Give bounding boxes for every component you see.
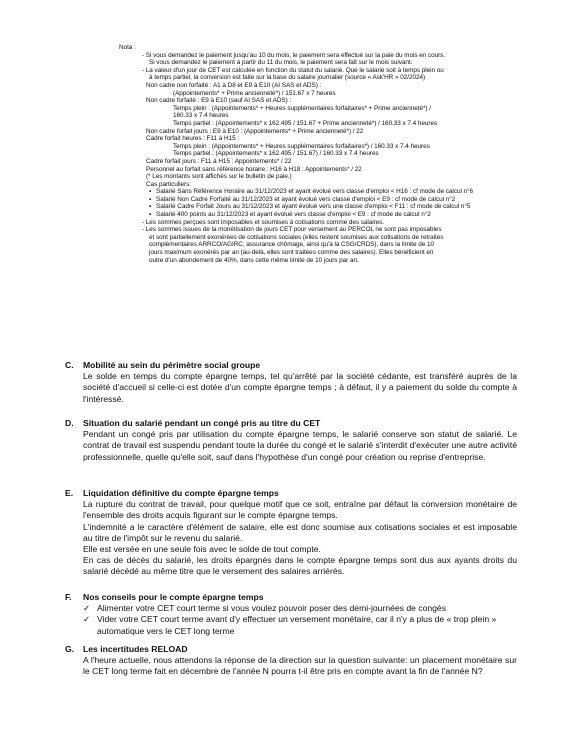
note-bullet-text: Salarié Sans Référence Horaire au 31/12/2023 et ayant évolué vers classe d'emploi < H16 : cf mode de calcul n°6 [156, 188, 474, 196]
note-line: Temps plein : (Appointements* + Heures supplémentaires forfaitaires* + Prime ancienneté*) / [173, 104, 431, 112]
section-d-heading [65, 418, 517, 429]
note-bullet-list [118, 188, 528, 218]
section-d-body: Pendant un congé pris par utilisation du compte épargne temps, le salarié conserve son statut de salarié. Le contrat de travail est suspendu pendant toute la durée du congé et le salarié s'interdit d'exécuter une autre activité professionnelle, quelle qu'elle soit, sauf dans l'hypothèse d'un congé pour création ou reprise d'entreprise. [83, 429, 517, 462]
section-e [65, 488, 517, 578]
note-line: jours maximum exonérés par an (au-delà, elles sont traitées comme des salaires). Elles bénéficient en [149, 249, 434, 257]
note-line: Non cadre non forfaité : A1 à D8 et E9 à E10 (AI SAS et ADS) : [146, 81, 322, 89]
paragraph: La rupture du contrat de travail, pour quelque motif que ce soit, entraîne par défaut la conversion monétaire de l'ensemble des droits acquis figurant sur le compte épargne temps. [83, 499, 517, 521]
note-bullet-item [149, 188, 528, 196]
section-g [65, 644, 517, 678]
paragraph: En cas de décès du salarié, les droits épargnés dans le compte épargne temps sont dus aux ayants droits du salarié décédé au même titre que le versement des salaires arriérés. [83, 555, 517, 577]
advice-item [83, 603, 517, 614]
section-letter: G. [65, 644, 75, 654]
section-letter: F. [65, 592, 72, 602]
section-e-heading [65, 488, 517, 499]
note-line: - Les sommes issues de la monétisation de jours CET pour versement au PERCOL ne sont pas imposables [142, 226, 442, 234]
note-line: Personnel au forfait sans référence horaire : H16 à H18 : Appointements* / 22 [146, 165, 362, 173]
section-title: Situation du salarié pendant un congé pris au titre du CET [83, 418, 321, 428]
advice-text: Alimenter votre CET court terme si vous voulez pouvoir poser des demi-journées de congés [97, 603, 447, 614]
note-line: Temps plein : (Appointements* + Heures supplémentaires forfaitaires*) / 160.33 x 7.4 heures [173, 142, 430, 150]
note-line: Cas particuliers: [146, 180, 191, 188]
section-d [65, 418, 517, 463]
note-line: - Si vous demandez le paiement jusqu'au 10 du mois, le paiement sera effectué sur la paie du mois en cours. [142, 51, 446, 59]
note-line: Cadre forfait jours : F11 à H15 : Appointements* / 22 [146, 157, 292, 165]
section-title: Les incertitudes RELOAD [83, 644, 188, 654]
note-lines [118, 52, 528, 189]
note-line: (* Les montants sont affichés sur le bulletin de paie.) [146, 173, 292, 181]
section-title: Liquidation définitive du compte épargne temps [83, 488, 279, 498]
section-title: Nos conseils pour le compte épargne temps [83, 592, 264, 602]
note-line: 160.33 x 7.4 heures [173, 112, 229, 120]
paragraph: L'indemnité a le caractère d'élément de salaire, elle est donc soumise aux cotisations sociales et est imposable au titre de l'impôt sur le revenu du salarié. [83, 521, 517, 543]
note-bullet-item [149, 211, 528, 219]
section-c-body: Le solde en temps du compte épargne temps, tel qu'arrêté par la société cédante, est transféré auprès de la société d'accueil si celle-ci est dotée d'un compte épargne temps ; à défaut, il y a paiement du solde du compte à l'intéressé. [83, 371, 517, 404]
checkmark-icon: ✓ [83, 614, 91, 625]
note-line: Cadre forfait heures : F11 à H15 : [146, 135, 240, 143]
bullet-icon: ▪ [149, 188, 152, 196]
section-title: Mobilité au sein du périmètre social groupe [83, 360, 261, 370]
bullet-icon: ▪ [149, 195, 152, 203]
section-letter: C. [65, 360, 74, 370]
section-letter: E. [65, 488, 74, 498]
bullet-icon: ▪ [149, 203, 152, 211]
checkmark-icon: ✓ [83, 603, 91, 614]
section-c [65, 360, 517, 405]
note-line: Temps partiel : (Appointements* x 162.495 / 151.67) / 160.33 x 7.4 heures [173, 150, 379, 158]
note-line: (Appointements* + Prime ancienneté*) / 151.67 x 7 heures [173, 89, 336, 97]
section-letter: D. [65, 418, 74, 428]
note-line: complémentaires ARRCO/AGIRC, assurance chômage, ainsi qu'à la CSG/CRDS), dans la limite de 10 [149, 241, 434, 249]
note-line: et sont partiellement exonérées de cotisations sociales (elles restent soumises aux cotisations de retraites [149, 233, 444, 241]
note-line: à temps partiel, la conversion est faite sur la base du salaire journalier (source « Ask'HR » 02/2024) [149, 74, 426, 82]
note-bullet-text: Salarié Non Cadre Forfaité au 31/12/2023 et ayant évolué vers classe d'emploi < E9 : cf mode de calcul n°2 [156, 195, 456, 203]
section-f-heading [65, 592, 517, 603]
note-line: Non cadre forfait jours : E9 à E10 : (Appointements* + Prime ancienneté*) / 22 [146, 127, 364, 135]
section-c-heading [65, 360, 517, 371]
section-g-heading [65, 644, 517, 655]
note-line: - La valeur d'un jour de CET est calculée en fonction du statut du salarié. Que le salarié soit à temps plein ou [142, 66, 444, 74]
bullet-icon: ▪ [149, 211, 152, 219]
advice-text: Vider votre CET court terme avant d'y effectuer un versement monétaire, car il n'y a plus de « trop plein » automatique vers le CET long terme [97, 614, 497, 636]
note-block [118, 44, 528, 264]
note-line: Temps partiel : (Appointements* x 162.495 / 151.67 + Prime ancienneté*) / 160.33 x 7.4 heures [173, 119, 438, 127]
paragraph: Elle est versée en une seule fois avec le solde de tout compte. [83, 544, 321, 555]
note-bullet-item [149, 203, 528, 211]
note-bullet-text: Salarié 400 points au 31/12/2023 et ayant évolué vers classe d'emploi < E9 : cf mode de calcul n°2 [156, 211, 431, 219]
note-line: Si vous demandez le paiement à partir du 11 du mois, le paiement sera fait sur le mois suivant. [149, 59, 413, 67]
section-e-body [83, 499, 517, 577]
advice-item [83, 614, 517, 636]
note-label: Nota : [119, 44, 136, 51]
note-line: - Les sommes perçues sont imposables et soumises à cotisations comme des salaires. [142, 218, 385, 226]
section-f [65, 592, 517, 637]
note-bullet-text: Salarié Cadre Forfait Jours au 31/12/2023 et ayant évolué vers une classe d'emploi < F11 : cf mode de calcul n°5 [156, 203, 471, 211]
note-tail [118, 219, 528, 265]
note-line: outre d'un abondement de 40%, dans cette même limite de 10 jours par an. [149, 256, 359, 264]
section-g-body: A l'heure actuelle, nous attendons la réponse de la direction sur la question suivante: un placement monétaire sur le CET long terme fait en décembre de l'année N pourra t-il être pris en compte avant la fin de l'année N? [83, 655, 517, 677]
note-line: Non cadre forfaité : E9 à E10 (sauf AI SAS et ADS) : [146, 97, 292, 105]
